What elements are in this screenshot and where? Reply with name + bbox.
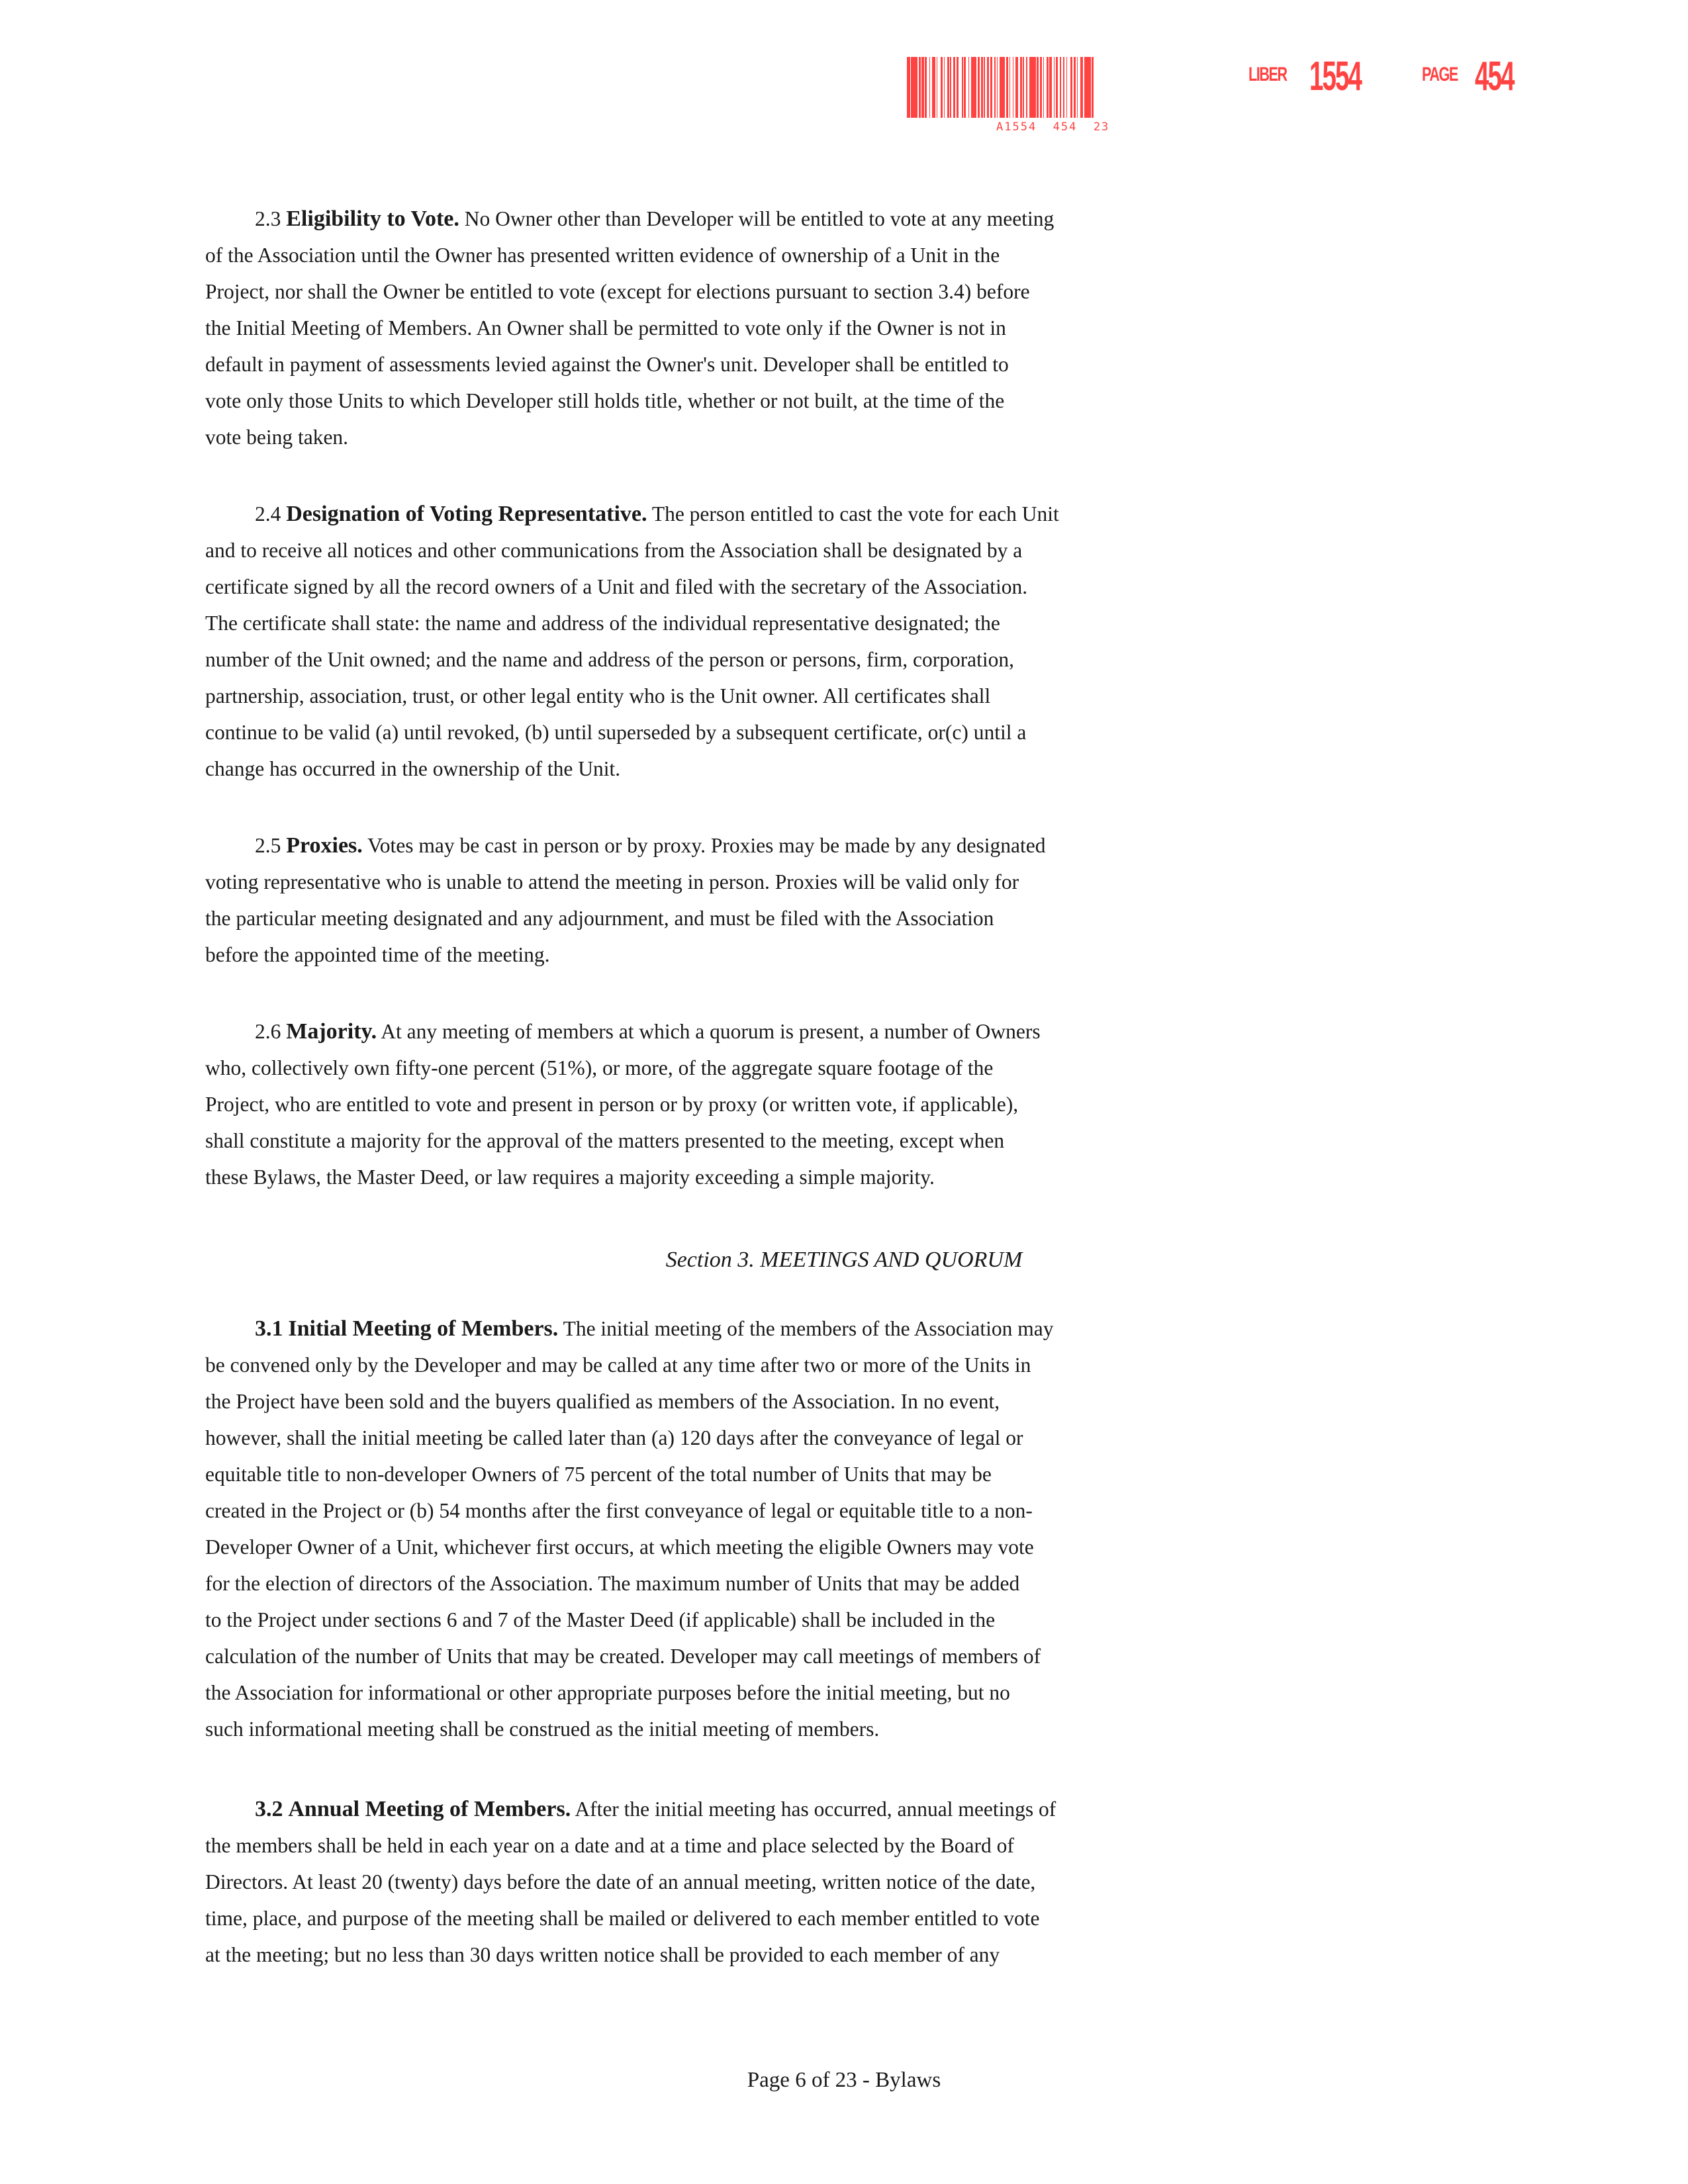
paragraph-line: the Association for informational or other appropriate purposes before the initial meeting, but no [205,1681,1010,1704]
paragraph-heading: Eligibility to Vote. [286,206,459,231]
paragraph-line: such informational meeting shall be construed as the initial meeting of members. [205,1717,880,1741]
paragraph-line: the members shall be held in each year on a date and at a time and place selected by the Board of [205,1834,1014,1857]
paragraph-number: 2.4 [255,502,281,525]
paragraph-2-5 [205,827,1503,973]
paragraph-text: Votes may be cast in person or by proxy. Proxies may be made by any designated [362,834,1046,857]
paragraph-line: change has occurred in the ownership of the Unit. [205,757,621,780]
paragraph-number: 2.6 [255,1020,281,1043]
paragraph-line: certificate signed by all the record owners of a Unit and filed with the secretary of the Association. [205,575,1028,598]
paragraph-line: these Bylaws, the Master Deed, or law requires a majority exceeding a simple majority. [205,1165,935,1189]
paragraph-line: the particular meeting designated and any adjournment, and must be filed with the Association [205,907,994,930]
paragraph-line: continue to be valid (a) until revoked, (b) until superseded by a subsequent certificate, or(c) until a [205,721,1027,744]
paragraph-2-6 [205,1013,1503,1195]
barcode-bar [1092,57,1094,118]
barcode-bar [971,57,976,118]
paragraph-line: vote only those Units to which Developer still holds title, whether or not built, at the time of the [205,389,1005,412]
paragraph-line: before the appointed time of the meeting. [205,943,550,966]
paragraph-3-1 [205,1310,1503,1747]
paragraph-line: equitable title to non-developer Owners of 75 percent of the total number of Units that may be [205,1463,992,1486]
page-label: PAGE [1422,64,1458,85]
paragraph-heading: Majority. [286,1019,377,1044]
paragraph-line: and to receive all notices and other communications from the Association shall be designated by a [205,539,1023,562]
paragraph-line: the Project have been sold and the buyers qualified as members of the Association. In no event, [205,1390,1000,1413]
paragraph-line: Project, who are entitled to vote and present in person or by proxy (or written vote, if applicable), [205,1093,1019,1116]
paragraph-line: at the meeting; but no less than 30 days written notice shall be provided to each member of any [205,1943,1000,1966]
barcode-caption: A1554 454 23 [996,120,1110,134]
paragraph-number: 3.1 [255,1316,283,1341]
paragraph-line: number of the Unit owned; and the name and address of the person or persons, firm, corporation, [205,648,1015,671]
paragraph-heading: Proxies. [286,833,363,858]
barcode-bar [1029,57,1036,118]
paragraph-line: for the election of directors of the Association. The maximum number of Units that may be added [205,1572,1020,1595]
paragraph-line: the Initial Meeting of Members. An Owner shall be permitted to vote only if the Owner is not in [205,316,1006,340]
paragraph-line: shall constitute a majority for the approval of the matters presented to the meeting, except when [205,1129,1005,1152]
paragraph-line: Developer Owner of a Unit, whichever first occurs, at which meeting the eligible Owners may vote [205,1535,1034,1559]
paragraph-number: 3.2 [255,1797,283,1821]
paragraph-line: created in the Project or (b) 54 months after the first conveyance of legal or equitable title to a non- [205,1499,1033,1522]
paragraph-text: After the initial meeting has occurred, annual meetings of [571,1797,1056,1821]
paragraph-2-4 [205,496,1503,787]
paragraph-line: time, place, and purpose of the meeting shall be mailed or delivered to each member entitled to vote [205,1907,1040,1930]
paragraph-line: of the Association until the Owner has presented written evidence of ownership of a Unit in the [205,244,1000,267]
paragraph-line: however, shall the initial meeting be called later than (a) 120 days after the conveyance of legal or [205,1426,1023,1449]
paragraph-3-2 [205,1791,1503,1973]
paragraph-line: The certificate shall state: the name and address of the individual representative designated; the [205,612,1000,635]
paragraph-heading: Initial Meeting of Members. [288,1316,559,1341]
page-number: 454 [1475,54,1514,99]
paragraph-heading: Annual Meeting of Members. [288,1797,571,1821]
paragraph-line: partnership, association, trust, or other legal entity who is the Unit owner. All certificates shall [205,684,991,707]
paragraph-text: No Owner other than Developer will be entitled to vote at any meeting [459,207,1055,230]
paragraph-line: Project, nor shall the Owner be entitled to vote (except for elections pursuant to section 3.4) before [205,280,1030,303]
liber-number: 1554 [1309,54,1362,99]
paragraph-number: 2.3 [255,207,281,230]
paragraph-line: voting representative who is unable to attend the meeting in person. Proxies will be valid only for [205,870,1019,893]
barcode [907,57,1193,118]
paragraph-line: Directors. At least 20 (twenty) days before the date of an annual meeting, written notice of the date, [205,1870,1036,1893]
paragraph-line: to the Project under sections 6 and 7 of the Master Deed (if applicable) shall be included in the [205,1608,996,1631]
paragraph-line: calculation of the number of Units that may be created. Developer may call meetings of members of [205,1645,1041,1668]
paragraph-text: The person entitled to cast the vote for each Unit [647,502,1059,525]
section-title: Section 3. MEETINGS AND QUORUM [665,1248,1023,1272]
paragraph-line: who, collectively own fifty-one percent (51%), or more, of the aggregate square footage of the [205,1056,994,1079]
page-footer: Page 6 of 23 - Bylaws [747,2068,941,2092]
paragraph-line: be convened only by the Developer and may be called at any time after two or more of the Units in [205,1353,1031,1377]
paragraph-line: vote being taken. [205,426,349,449]
paragraph-heading: Designation of Voting Representative. [286,502,647,526]
paragraph-2-3 [205,201,1503,455]
barcode-bar [911,57,917,118]
paragraph-text: The initial meeting of the members of the Association may [558,1317,1054,1340]
paragraph-line: default in payment of assessments levied against the Owner's unit. Developer shall be entitled to [205,353,1009,376]
barcode-bar [1084,57,1091,118]
liber-label: LIBER [1248,64,1287,85]
barcode-bar [1000,57,1005,118]
paragraph-text: At any meeting of members at which a quorum is present, a number of Owners [377,1020,1041,1043]
paragraph-number: 2.5 [255,834,281,857]
